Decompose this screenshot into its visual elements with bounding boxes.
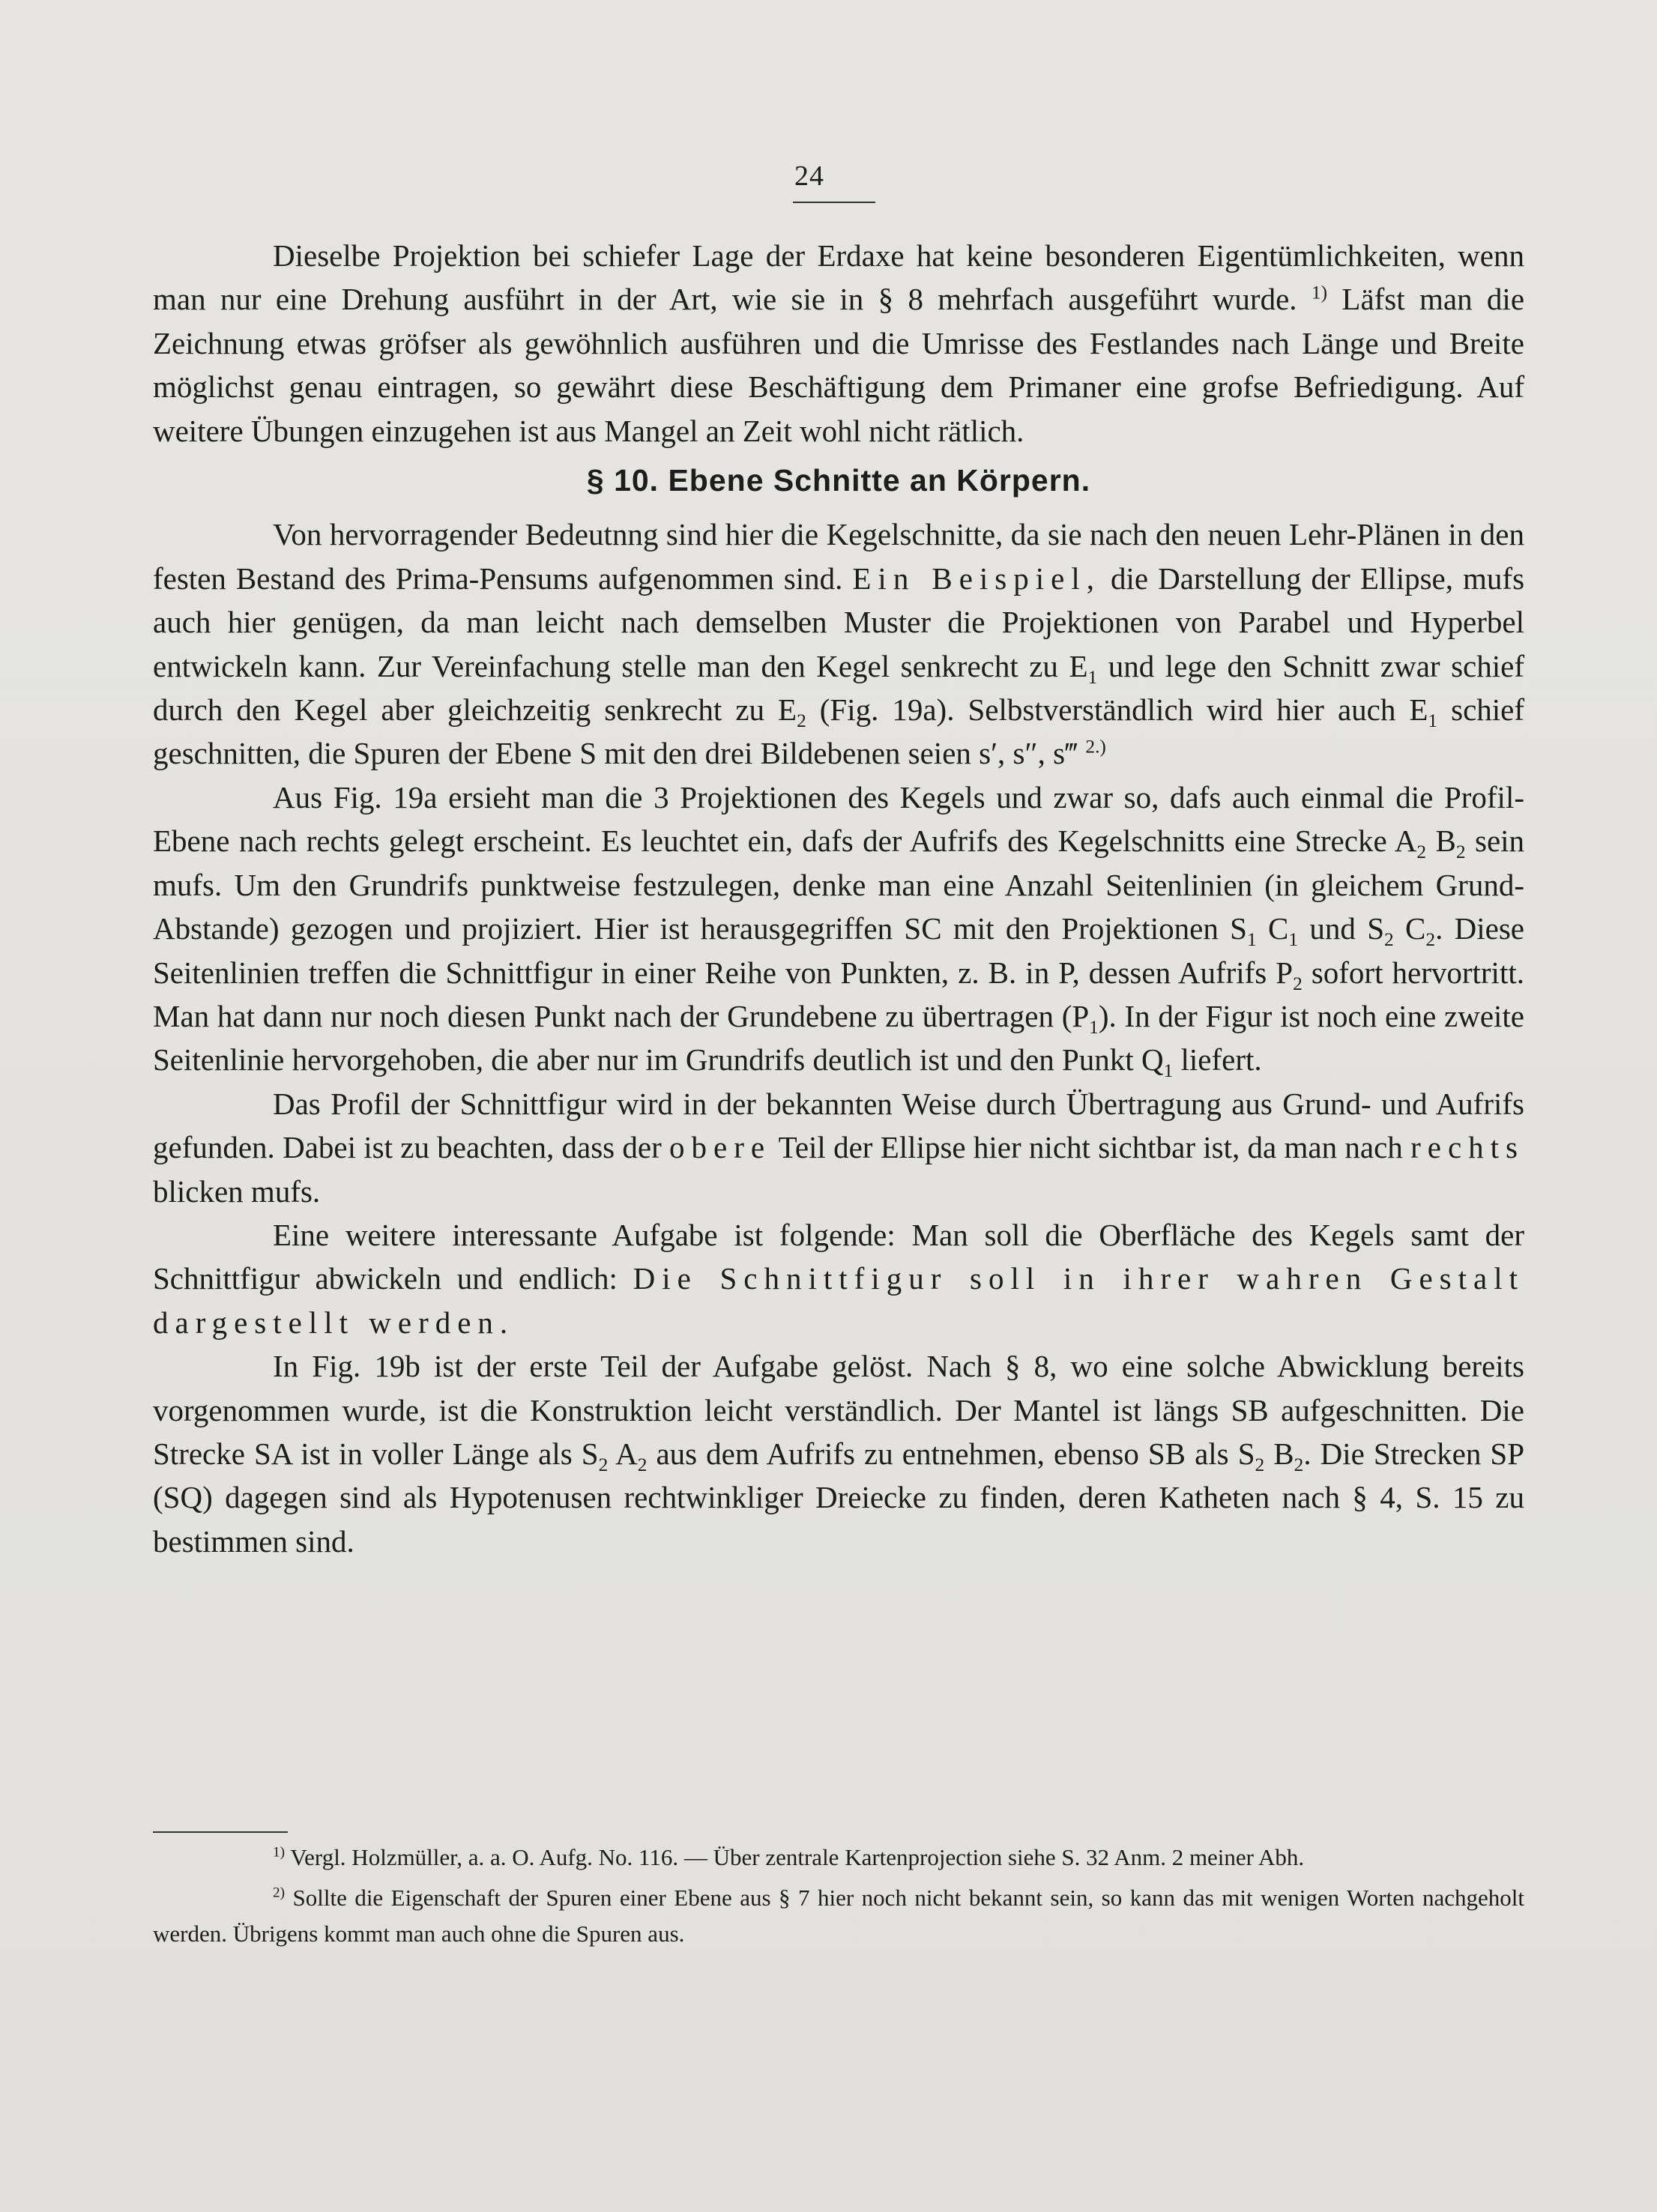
- footnote-1: $^{1)}$ Vergl. Holzmüller, a. a. O. Aufg. No. 116. — Über zentrale Kartenprojection siehe S. 32 Anm. 2 meiner Abh.: [273, 1844, 1305, 1870]
- body-text: [153, 234, 1524, 1563]
- footnote-rule: [153, 1831, 288, 1833]
- paragraph-intro: Dieselbe Projektion bei schiefer Lage der Erdaxe hat keine besonderen Eigentümlichkeiten, wenn man nur eine Drehung ausführt in der Art, wie sie in § 8 mehrfach ausgeführt wurde. $^{1)}$ Läfst man die Zeichnung etwas gröfser als gewöhnlich ausführen und die Umrisse des Festlandes nach Länge und Breite möglichst genau eintragen, so gewährt diese Beschäftigung dem Primaner eine grofse Befriedigung. Auf weitere Übungen einzugehen ist aus Mangel an Zeit wohl nicht rätlich.: [153, 238, 1525, 448]
- footnotes: [153, 1840, 1524, 1956]
- footnote-2: $^{2)}$ Sollte die Eigenschaft der Spuren einer Ebene aus § 7 hier noch nicht bekannt sein, so kann das mit wenigen Worten nachgeholt werden. Übrigens kommt man auch ohne die Spuren aus.: [153, 1885, 1524, 1947]
- paragraph-kegelschnitte: Von hervorragender Bedeutnng sind hier die Kegelschnitte, da sie nach den neuen Lehr-Plänen in den festen Bestand des Prima-Pensums aufgenommen sind. Ein Beispiel, die Darstellung der Ellipse, mufs auch hier genügen, da man leicht nach demselben Muster die Projektionen von Parabel und Hyperbel entwickeln kann. Zur Vereinfachung stelle man den Kegel senkrecht zu $E_1$ und lege den Schnitt zwar schief durch den Kegel aber gleichzeitig senkrecht zu $E_2$ (Fig. 19a). Selbstverständlich wird hier auch $E_1$ schief geschnitten, die Spuren der Ebene S mit den drei Bildebenen seien s′, s″, s‴ $^{2.)}$: [153, 517, 1525, 771]
- section-heading: § 10. Ebene Schnitte an Körpern.: [586, 463, 1091, 498]
- paragraph-aufgabe: Eine weitere interessante Aufgabe ist folgende: Man soll die Oberfläche des Kegels samt der Schnittfigur abwickeln und endlich: Die Schnittfigur soll in ihrer wahren Gestalt dargestellt werden.: [153, 1217, 1524, 1340]
- footnote-ref-2: 2.): [1085, 736, 1106, 758]
- paragraph-profil: Das Profil der Schnittfigur wird in der bekannten Weise durch Übertragung aus Grund- und Aufrifs gefunden. Dabei ist zu beachten, dass der obere Teil der Ellipse hier nicht sichtbar ist, da man nach rechts blicken mufs.: [153, 1086, 1525, 1209]
- page-number-rule: [793, 202, 875, 203]
- footnote-ref-1: 1): [1311, 282, 1328, 303]
- page-number: 24: [794, 160, 824, 192]
- paragraph-abwicklung: In Fig. 19b ist der erste Teil der Aufgabe gelöst. Nach § 8, wo eine solche Abwicklung bereits vorgenommen wurde, ist die Konstruktion leicht verständlich. Der Mantel ist längs SB aufgeschnitten. Die Strecke SA ist in voller Länge als $S_2$ $A_2$ aus dem Aufrifs zu entnehmen, ebenso SB als $S_2$ $B_2$. Die Strecken SP (SQ) dagegen sind als Hypotenusen rechtwinkliger Dreiecke zu finden, deren Katheten nach § 4, S. 15 zu bestimmen sind.: [153, 1349, 1524, 1559]
- paragraph-projektionen: Aus Fig. 19a ersieht man die 3 Projektionen des Kegels und zwar so, dafs auch einmal die Profil-Ebene nach rechts gelegt erscheint. Es leuchtet ein, dafs der Aufrifs des Kegelschnitts eine Strecke $A_2$ $B_2$ sein mufs. Um den Grundrifs punktweise festzulegen, denke man eine Anzahl Seitenlinien (in gleichem Grund-Abstande) gezogen und projiziert. Hier ist herausgegriffen SC mit den Projektionen $S_1$ $C_1$ und $S_2$ $C_2$. Diese Seitenlinien treffen die Schnittfigur in einer Reihe von Punkten, z. B. in P, dessen Aufrifs $P_2$ sofort hervortritt. Man hat dann nur noch diesen Punkt nach der Grundebene zu übertragen $(P_1)$. In der Figur ist noch eine zweite Seitenlinie hervorgehoben, die aber nur im Grundrifs deutlich ist und den Punkt $Q_1$ liefert.: [153, 779, 1525, 1082]
